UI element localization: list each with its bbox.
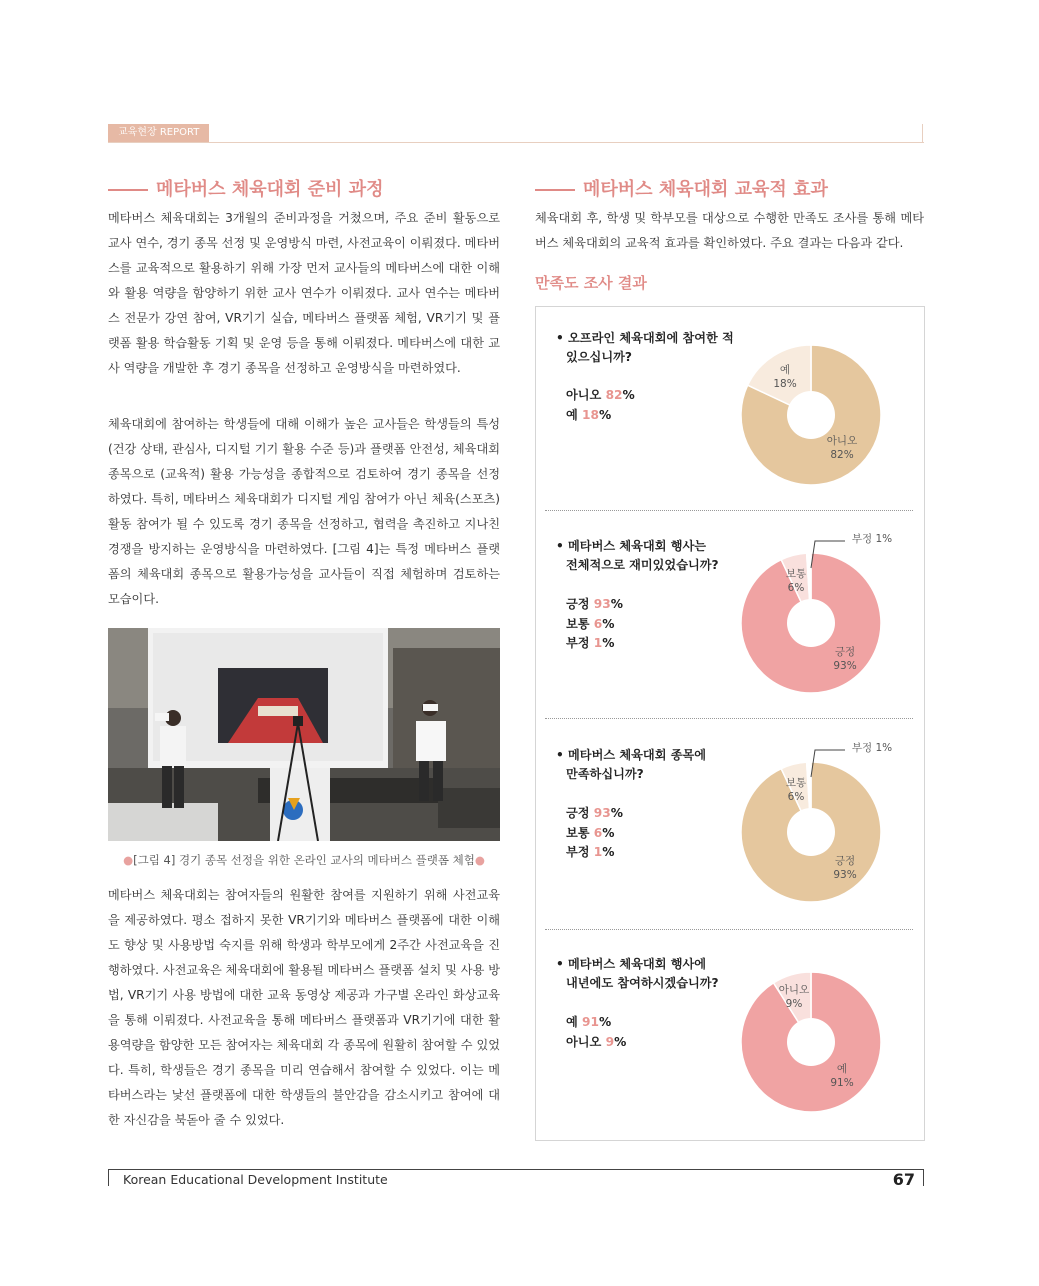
donut-hole <box>787 599 835 647</box>
survey-question-1 <box>556 329 734 367</box>
donut-chart-2 <box>725 528 905 703</box>
answer-pct: 6 <box>593 825 603 840</box>
answer-row: 예 91% <box>566 1015 612 1029</box>
answer-pct: 6 <box>593 616 603 631</box>
answer-label: 예 <box>566 1015 578 1029</box>
data-value-보통: 6% <box>787 791 805 803</box>
answer-label: 보통 <box>566 825 590 840</box>
survey-answers-2 <box>566 595 623 654</box>
survey-answers-3 <box>566 804 623 863</box>
survey-answers-4 <box>566 1013 626 1052</box>
data-label-아니오: 아니오 <box>778 984 810 996</box>
page-number: 67 <box>892 1170 915 1189</box>
answer-pct: 1 <box>593 636 603 650</box>
question-line: 내년에도 참여하시겠습니까? <box>566 976 719 990</box>
left-paragraph-2: 체육대회에 참여하는 학생들에 대해 이해가 높은 교사들은 학생들의 특성(건강 상태, 관심사, 디지털 기기 활용 수준 등)과 플랫폼 안전성, 체육대회 종목으로 (교육적) 활용 가능성을 종합적으로 검토하여 경기 종목을 선정하였다. 특히, 메타버스 체육대회가 디지털 게임 참여가 아닌 체육(스포츠)활동 참여가 될 수 있도록 경기 종목을 선정하고, 협력을 촉진하고 지나친 경쟁을 방지하는 운영방식을 마련하였다. [그림 4]는 특정 메타버스 플랫폼의 체육대회 종목으로 활용가능성을 교사들이 직접 체험하며 검토하는 모습이다. <box>108 417 500 606</box>
donut-hole <box>787 391 835 439</box>
data-value-긍정: 93% <box>833 869 857 881</box>
divider <box>545 929 913 930</box>
answer-row: 보통 6% <box>566 616 615 631</box>
data-label-부정: 부정 1% <box>851 742 893 754</box>
bullet-dot: ● <box>474 853 485 867</box>
question-line: • 메타버스 체육대회 종목에 <box>556 748 707 762</box>
answer-pct: 1 <box>593 845 603 859</box>
divider <box>545 718 913 719</box>
footer-rule-right <box>923 1169 924 1186</box>
answer-row: 아니오 9% <box>566 1034 627 1049</box>
right-paragraph-1: 체육대회 후, 학생 및 학부모를 대상으로 수행한 만족도 조사를 통해 메타버스 체육대회의 교육적 효과를 확인하였다. 주요 결과는 다음과 같다. <box>535 211 924 250</box>
answer-row: 긍정 93% <box>566 597 623 611</box>
data-label-부정: 부정 1% <box>851 533 893 545</box>
right-section-title-text: 메타버스 체육대회 교육적 효과 <box>583 179 828 200</box>
data-value-예: 91% <box>830 1077 854 1089</box>
answer-pct: 18 <box>582 407 599 422</box>
survey-question-4 <box>556 955 719 993</box>
answer-pct: 93 <box>593 806 611 820</box>
answer-label: 보통 <box>566 616 590 631</box>
survey-question-3 <box>556 746 706 784</box>
data-label-예: 예 <box>836 1063 848 1075</box>
title-dash <box>535 189 575 191</box>
footer-rule-left <box>108 1169 109 1186</box>
answer-row: 부정 1% <box>566 845 615 859</box>
data-value-예: 18% <box>773 378 797 390</box>
title-dash <box>108 189 148 191</box>
donut-chart-1 <box>725 330 905 495</box>
figure-4-photo <box>108 628 500 841</box>
question-line: • 메타버스 체육대회 행사는 <box>556 539 707 553</box>
answer-pct: 93 <box>593 597 611 611</box>
left-section-title <box>108 175 383 201</box>
answer-label: 긍정 <box>566 806 590 820</box>
divider <box>545 510 913 511</box>
question-line: 전체적으로 재미있었습니까? <box>566 558 719 572</box>
data-label-예: 예 <box>779 364 791 376</box>
donut-hole <box>787 808 835 856</box>
figure-caption-text: [그림 4] 경기 종목 선정을 위한 온라인 교사의 메타버스 플랫폼 체험 <box>133 853 475 867</box>
data-label-긍정: 긍정 <box>834 646 856 658</box>
data-label-보통: 보통 <box>785 777 807 789</box>
donut-chart-4 <box>725 960 905 1125</box>
answer-label: 아니오 <box>566 388 602 402</box>
question-line: • 오프라인 체육대회에 참여한 적 <box>556 331 734 345</box>
question-line: 있으십니까? <box>566 350 632 364</box>
left-paragraph-3: 메타버스 체육대회는 참여자들의 원활한 참여를 지원하기 위해 사전교육을 제공하였다. 평소 접하지 못한 VR기기와 메타버스 플랫폼에 대한 이해도 향상 및 사용방법 숙지를 위해 학생과 학부모에게 2주간 사전교육을 진행하였다. 사전교육은 체육대회에 활용될 메타버스 플랫폼 설치 및 사용 방법, VR기기 사용 방법에 대한 교육 동영상 제공과 가구별 온라인 화상교육을 통해 이뤄졌다. 사전교육을 통해 메타버스 플랫폼과 VR기기에 대한 활용역량을 함양한 모든 참여자는 체육대회 각 종목에 원활히 참여할 수 있었다. 특히, 학생들은 경기 종목을 미리 연습해서 참여할 수 있었다. 이는 메타버스라는 낯선 플랫폼에 대한 학생들의 불안감을 감소시키고 참여에 대한 자신감을 북돋아 줄 수 있었다. <box>108 888 500 1127</box>
survey-question-2 <box>556 537 719 575</box>
left-section-title-text: 메타버스 체육대회 준비 과정 <box>156 179 384 200</box>
left-paragraph-1: 메타버스 체육대회는 3개월의 준비과정을 거쳤으며, 주요 준비 활동으로 교사 연수, 경기 종목 선정 및 운영방식 마련, 사전교육이 이뤄졌다. 메타버스를 교육적으로 활용하기 위해 가장 먼저 교사들의 메타버스에 대한 이해와 활용 역량을 함양하기 위한 교사 연수가 이뤄졌다. 교사 연수는 메타버스 전문가 강연 참여, VR기기 실습, 메타버스 플랫폼 체험, VR기기 및 플랫폼 활용 학습활동 기획 및 운영 등을 통해 이뤄졌다. 메타버스에 대한 교사 역량을 개발한 후 경기 종목을 선정하고 운영방식을 마련하였다. <box>108 211 500 375</box>
header-rule-cap <box>922 124 923 143</box>
survey-answers-1 <box>566 386 635 425</box>
question-line: • 메타버스 체육대회 행사에 <box>556 957 707 971</box>
question-line: 만족하십니까? <box>566 767 644 781</box>
right-section-title <box>535 175 828 201</box>
data-value-긍정: 93% <box>833 660 857 672</box>
data-label-보통: 보통 <box>785 568 807 580</box>
answer-pct: 82 <box>605 388 623 402</box>
bullet-dot: ● <box>123 853 134 867</box>
answer-row: 아니오 82% <box>566 388 635 402</box>
data-value-아니오: 82% <box>830 449 854 461</box>
answer-row: 부정 1% <box>566 636 615 650</box>
answer-pct: 9 <box>605 1034 615 1049</box>
answer-label: 부정 <box>566 636 590 650</box>
section-tag: 교육현장 REPORT <box>108 124 209 142</box>
data-value-아니오: 9% <box>785 998 803 1010</box>
footer-rule <box>108 1169 924 1170</box>
answer-row: 긍정 93% <box>566 806 623 820</box>
data-label-긍정: 긍정 <box>834 855 856 867</box>
data-value-보통: 6% <box>787 582 805 594</box>
data-label-아니오: 아니오 <box>826 435 858 447</box>
answer-label: 부정 <box>566 845 590 859</box>
answer-label: 아니오 <box>566 1034 602 1049</box>
answer-row: 예 18% <box>566 407 612 422</box>
answer-label: 예 <box>566 407 578 422</box>
figure-caption <box>108 852 500 868</box>
answer-pct: 91 <box>582 1015 599 1029</box>
donut-hole <box>787 1018 835 1066</box>
answer-row: 보통 6% <box>566 825 615 840</box>
survey-subtitle: 만족도 조사 결과 <box>535 274 647 292</box>
donut-chart-3 <box>725 737 905 912</box>
answer-label: 긍정 <box>566 597 590 611</box>
footer-organization: Korean Educational Development Institute <box>123 1172 388 1187</box>
header-rule <box>108 142 924 143</box>
